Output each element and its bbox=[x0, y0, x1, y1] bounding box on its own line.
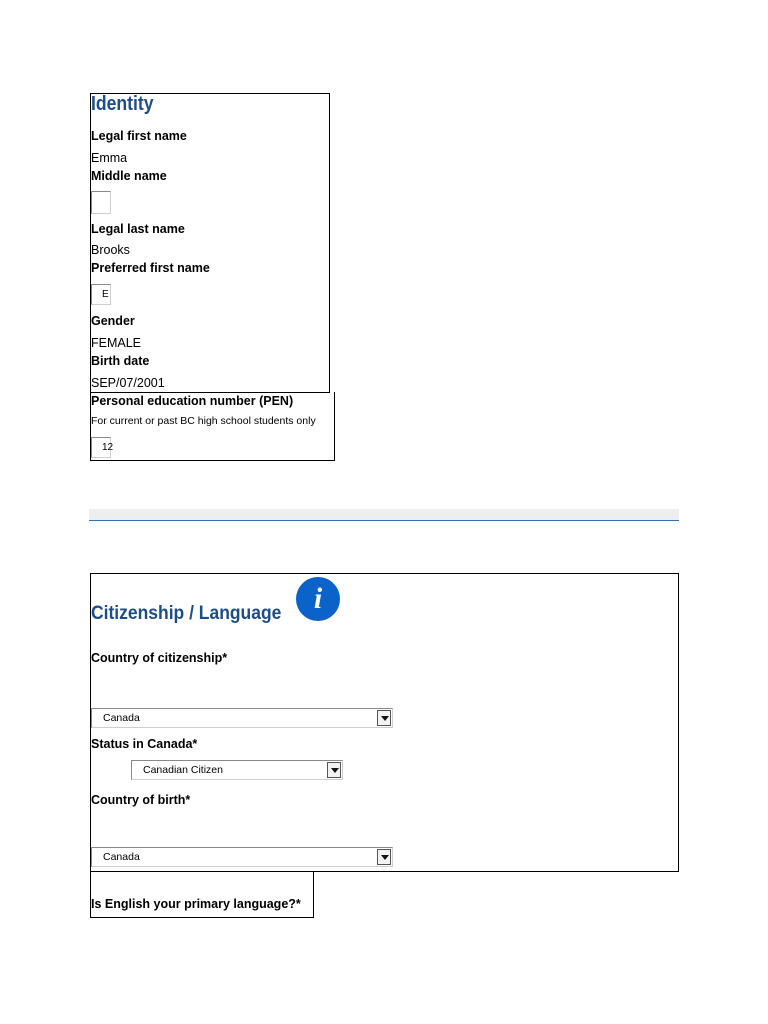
pen-hint: For current or past BC high school students only bbox=[91, 415, 316, 427]
middle-name-label: Middle name bbox=[91, 169, 167, 183]
country-of-birth-label: Country of birth* bbox=[91, 793, 191, 807]
country-of-birth-selected: Canada bbox=[103, 851, 140, 863]
legal-first-name-value: Emma bbox=[91, 151, 128, 165]
chevron-down-icon[interactable] bbox=[377, 849, 391, 865]
identity-heading: Identity bbox=[91, 93, 154, 115]
pen-label: Personal education number (PEN) bbox=[91, 394, 294, 408]
legal-first-name-label: Legal first name bbox=[91, 129, 187, 143]
country-of-citizenship-selected: Canada bbox=[103, 712, 140, 724]
preferred-first-name-input[interactable]: E bbox=[91, 284, 111, 305]
pen-input[interactable]: 12 bbox=[91, 437, 111, 458]
country-of-citizenship-label: Country of citizenship* bbox=[91, 651, 228, 665]
legal-last-name-value: Brooks bbox=[91, 243, 130, 257]
chevron-down-icon[interactable] bbox=[327, 762, 341, 778]
section-divider bbox=[89, 509, 679, 521]
chevron-down-icon[interactable] bbox=[377, 710, 391, 726]
info-icon[interactable]: i bbox=[296, 577, 340, 621]
gender-value: FEMALE bbox=[91, 336, 142, 350]
birth-date-label: Birth date bbox=[91, 354, 150, 368]
country-of-birth-select[interactable] bbox=[91, 847, 393, 867]
birth-date-value: SEP/07/2001 bbox=[91, 376, 165, 390]
status-in-canada-select[interactable] bbox=[131, 760, 343, 780]
country-of-citizenship-select[interactable] bbox=[91, 708, 393, 728]
status-in-canada-label: Status in Canada* bbox=[91, 737, 198, 751]
middle-name-input[interactable] bbox=[91, 191, 111, 214]
preferred-first-name-label: Preferred first name bbox=[91, 261, 210, 275]
status-in-canada-selected: Canadian Citizen bbox=[143, 764, 223, 776]
gender-label: Gender bbox=[91, 314, 135, 328]
legal-last-name-label: Legal last name bbox=[91, 222, 185, 236]
primary-language-label: Is English your primary language?* bbox=[91, 897, 301, 911]
citizenship-heading: Citizenship / Language bbox=[91, 603, 282, 624]
